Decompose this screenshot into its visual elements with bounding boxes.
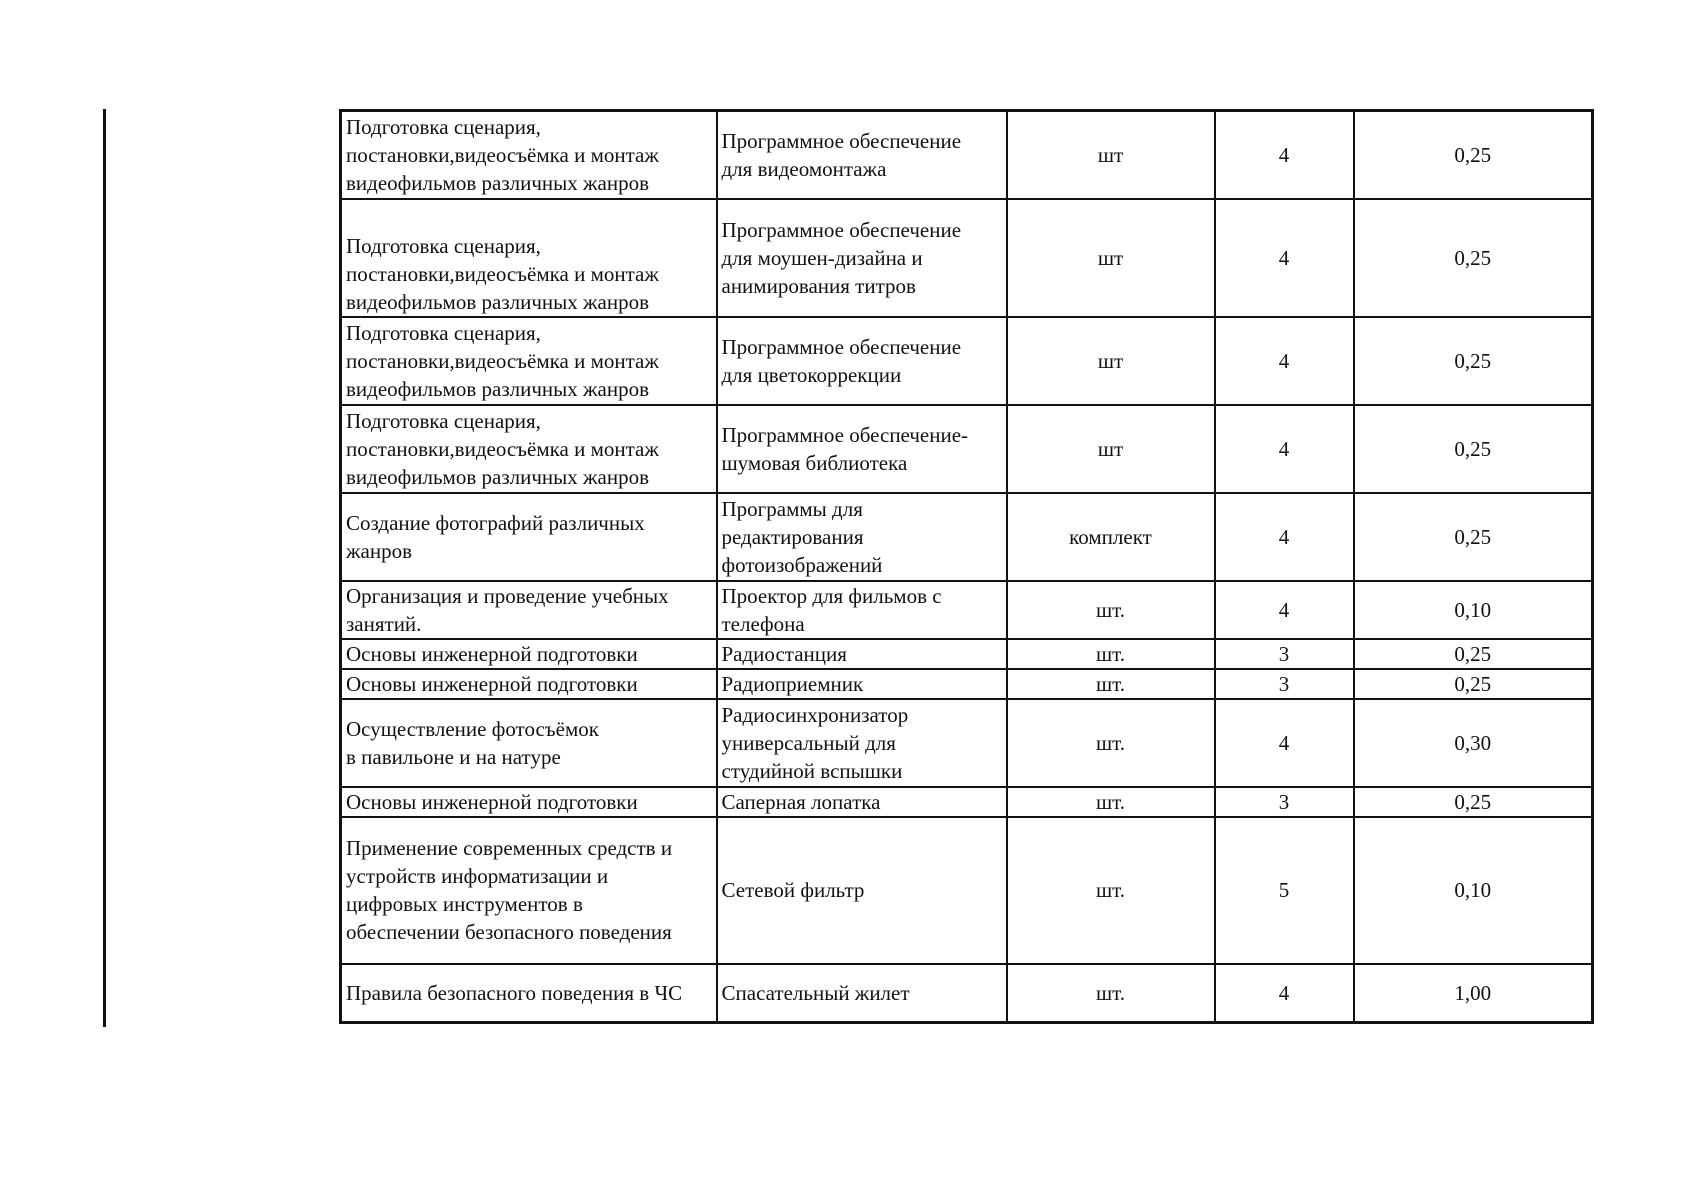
norm-cell: 0,25 — [1354, 493, 1593, 581]
activity-cell: Создание фотографий различных жанров — [341, 493, 717, 581]
norm-cell: 0,25 — [1354, 787, 1593, 817]
quantity-cell: 3 — [1215, 669, 1354, 699]
unit-cell: шт — [1007, 199, 1215, 317]
norm-cell: 0,25 — [1354, 669, 1593, 699]
activity-cell: Основы инженерной подготовки — [341, 669, 717, 699]
table-row — [341, 199, 1593, 317]
table-row — [341, 317, 1593, 405]
norm-cell: 1,00 — [1354, 964, 1593, 1023]
activity-cell: Основы инженерной подготовки — [341, 787, 717, 817]
table-row — [341, 964, 1593, 1023]
quantity-cell: 4 — [1215, 317, 1354, 405]
page-margin-line — [103, 109, 106, 1027]
unit-cell: шт. — [1007, 699, 1215, 787]
item-cell: Радиоприемник — [717, 669, 1007, 699]
unit-cell: шт. — [1007, 581, 1215, 639]
activity-cell: Подготовка сценария, постановки,видеосъёмка и монтаж видеофильмов различных жанров — [341, 317, 717, 405]
item-cell: Программы для редактирования фотоизображений — [717, 493, 1007, 581]
activity-cell: Организация и проведение учебных занятий. — [341, 581, 717, 639]
norm-cell: 0,25 — [1354, 639, 1593, 669]
unit-cell: шт. — [1007, 964, 1215, 1023]
quantity-cell: 4 — [1215, 493, 1354, 581]
unit-cell: шт. — [1007, 669, 1215, 699]
norm-cell: 0,10 — [1354, 817, 1593, 964]
quantity-cell: 4 — [1215, 199, 1354, 317]
activity-cell: Основы инженерной подготовки — [341, 639, 717, 669]
table-row — [341, 699, 1593, 787]
norm-cell: 0,30 — [1354, 699, 1593, 787]
quantity-cell: 5 — [1215, 817, 1354, 964]
item-cell: Радиостанция — [717, 639, 1007, 669]
table-row — [341, 669, 1593, 699]
item-cell: Саперная лопатка — [717, 787, 1007, 817]
table-row — [341, 493, 1593, 581]
activity-cell: Подготовка сценария, постановки,видеосъёмка и монтаж видеофильмов различных жанров — [341, 405, 717, 493]
item-cell: Программное обеспечение для моушен-дизайна и анимирования титров — [717, 199, 1007, 317]
quantity-cell: 3 — [1215, 639, 1354, 669]
item-cell: Спасательный жилет — [717, 964, 1007, 1023]
activity-cell: Подготовка сценария, постановки,видеосъёмка и монтаж видеофильмов различных жанров — [341, 111, 717, 199]
norm-cell: 0,25 — [1354, 199, 1593, 317]
unit-cell: шт. — [1007, 639, 1215, 669]
quantity-cell: 4 — [1215, 405, 1354, 493]
norm-cell: 0,10 — [1354, 581, 1593, 639]
norm-cell: 0,25 — [1354, 405, 1593, 493]
unit-cell: шт. — [1007, 817, 1215, 964]
activity-cell: Осуществление фотосъёмок в павильоне и на натуре — [341, 699, 717, 787]
table-row — [341, 787, 1593, 817]
activity-cell: Применение современных средств и устройств информатизации и цифровых инструментов в обеспечении безопасного поведения — [341, 817, 717, 964]
unit-cell: комплект — [1007, 493, 1215, 581]
item-cell: Проектор для фильмов с телефона — [717, 581, 1007, 639]
quantity-cell: 4 — [1215, 699, 1354, 787]
table-row — [341, 581, 1593, 639]
norm-cell: 0,25 — [1354, 111, 1593, 199]
equipment-table — [339, 109, 1594, 1024]
activity-cell: Подготовка сценария, постановки,видеосъёмка и монтаж видеофильмов различных жанров — [341, 199, 717, 317]
quantity-cell: 4 — [1215, 964, 1354, 1023]
item-cell: Программное обеспечение- шумовая библиотека — [717, 405, 1007, 493]
activity-cell: Правила безопасного поведения в ЧС — [341, 964, 717, 1023]
quantity-cell: 3 — [1215, 787, 1354, 817]
quantity-cell: 4 — [1215, 581, 1354, 639]
table-row — [341, 817, 1593, 964]
table-row — [341, 111, 1593, 199]
item-cell: Программное обеспечение для видеомонтажа — [717, 111, 1007, 199]
unit-cell: шт. — [1007, 787, 1215, 817]
table-row — [341, 639, 1593, 669]
quantity-cell: 4 — [1215, 111, 1354, 199]
item-cell: Программное обеспечение для цветокоррекции — [717, 317, 1007, 405]
unit-cell: шт — [1007, 405, 1215, 493]
item-cell: Сетевой фильтр — [717, 817, 1007, 964]
item-cell: Радиосинхронизатор универсальный для студийной вспышки — [717, 699, 1007, 787]
norm-cell: 0,25 — [1354, 317, 1593, 405]
unit-cell: шт — [1007, 111, 1215, 199]
table-row — [341, 405, 1593, 493]
unit-cell: шт — [1007, 317, 1215, 405]
